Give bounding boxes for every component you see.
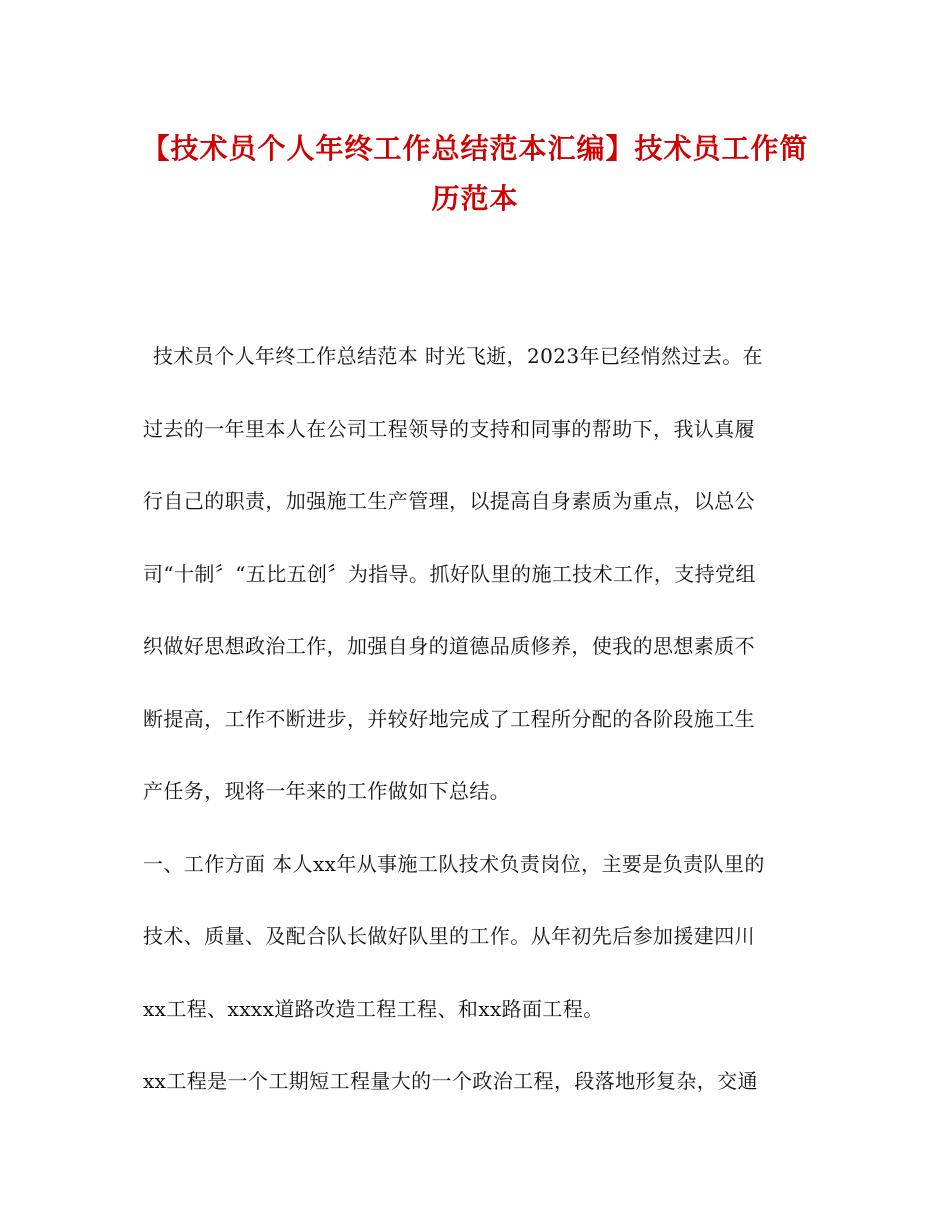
body-line: xx工程是一个工期短工程量大的一个政治工程，段落地形复杂，交通 — [143, 1069, 758, 1093]
title-line-1: 【技术员个人年终工作总结范本汇编】技术员工作简 — [141, 132, 809, 165]
document-body — [143, 330, 813, 1128]
body-line: 技术、质量、及配合队长做好队里的工作。从年初先后参加援建四川 — [143, 924, 755, 948]
document-title — [130, 124, 820, 224]
body-line: xx工程、xxxx道路改造工程工程、和xx路面工程。 — [143, 996, 604, 1021]
body-line: 产任务，现将一年来的工作做如下总结。 — [143, 779, 511, 803]
body-line: 过去的一年里本人在公司工程领导的支持和同事的帮助下，我认真履 — [143, 416, 755, 441]
body-line: 织做好思想政治工作，加强自身的道德品质修养，使我的思想素质不 — [143, 634, 755, 658]
body-line: 断提高，工作不断进步，并较好地完成了工程所分配的各阶段施工生 — [143, 706, 755, 731]
body-line: 行自己的职责，加强施工生产管理，以提高自身素质为重点，以总公 — [143, 489, 755, 513]
body-line: 司“十制〞“五比五创〞为指导。抓好队里的施工技术工作，支持党组 — [143, 561, 756, 586]
section-heading-line: 一、工作方面 本人xx年从事施工队技术负责岗位，主要是负责队里的 — [143, 851, 765, 876]
body-line: 技术员个人年终工作总结范本 时光飞逝，2023年已经悄然过去。在 — [153, 344, 764, 368]
title-line-2: 历范本 — [431, 182, 519, 215]
